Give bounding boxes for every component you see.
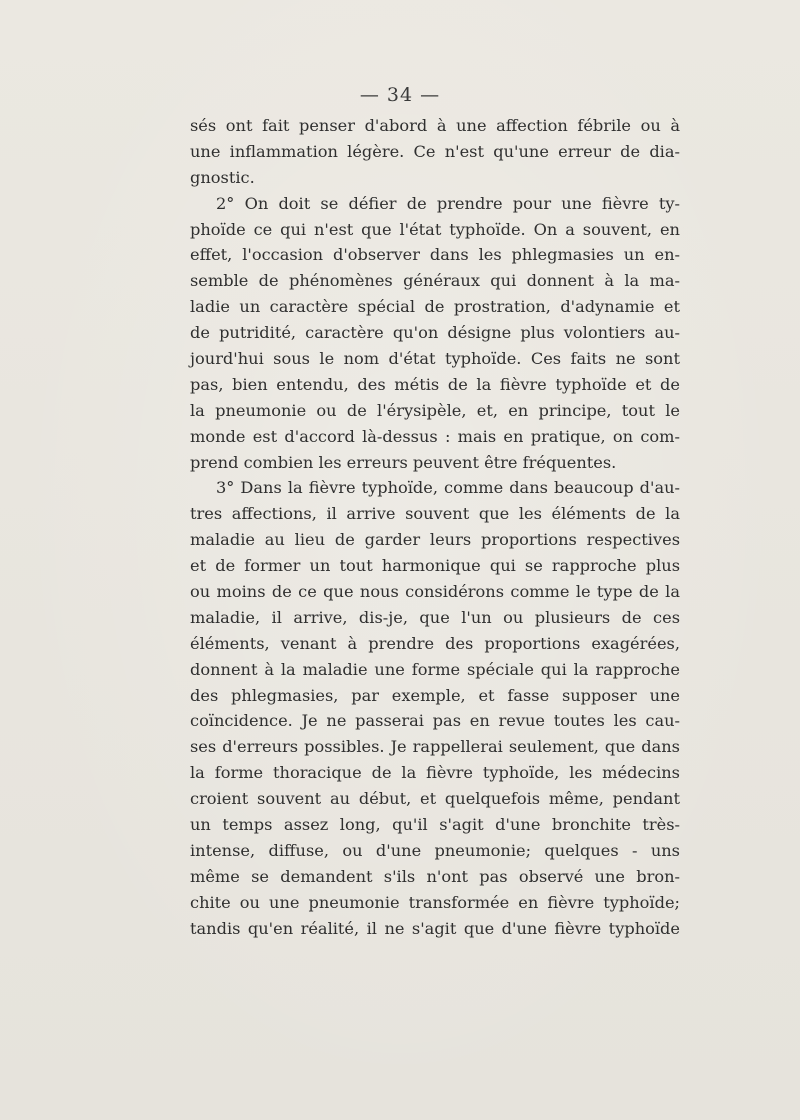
text-line: des phlegmasies, par exemple, et fasse supposer une (190, 685, 680, 705)
text-line: pas, bien entendu, des métis de la fièvre typhoïde et de (190, 374, 680, 394)
text-line: tandis qu'en réalité, il ne s'agit que d'une fièvre typhoïde (190, 918, 680, 938)
text-line: sés ont fait penser d'abord à une affection fébrile ou à (190, 116, 680, 135)
text-line: tres affections, il arrive souvent que les éléments de la (190, 504, 680, 524)
text-line: chite ou une pneumonie transformée en fièvre typhoïde; (190, 892, 680, 912)
text-line: jourd'hui sous le nom d'état typhoïde. Ces faits ne sont (190, 349, 680, 369)
text-line: la pneumonie ou de l'érysipèle, et, en principe, tout le (190, 400, 680, 420)
text-line: gnostic. (190, 167, 255, 187)
text-line: la forme thoracique de la fièvre typhoïde, les médecins (190, 763, 680, 783)
text-line: coïncidence. Je ne passerai pas en revue toutes les cau- (190, 711, 680, 731)
text-line: croient souvent au début, et quelquefois même, pendant (190, 789, 680, 809)
text-line: monde est d'accord là-dessus : mais en pratique, on com- (190, 426, 680, 446)
text-line: ladie un caractère spécial de prostration, d'adynamie et (190, 297, 680, 317)
text-line: éléments, venant à prendre des proportions exagérées, (190, 633, 680, 653)
page-number: — 34 — (359, 84, 441, 106)
body-text (190, 113, 680, 942)
text-line: même se demandent s'ils n'ont pas observé une bron- (190, 866, 680, 886)
text-line: intense, diffuse, ou d'une pneumonie; quelques - uns (190, 840, 680, 860)
text-line: ou moins de ce que nous considérons comme le type de la (190, 582, 680, 602)
text-line: effet, l'occasion d'observer dans les phlegmasies un en- (190, 245, 680, 265)
text-line: ses d'erreurs possibles. Je rappellerai seulement, que dans (190, 737, 680, 757)
text-line: prend combien les erreurs peuvent être fréquentes. (190, 452, 617, 472)
text-line: phoïde ce qui n'est que l'état typhoïde. On a souvent, en (190, 219, 680, 239)
text-line: maladie, il arrive, dis-je, que l'un ou plusieurs de ces (190, 607, 680, 627)
text-line: de putridité, caractère qu'on désigne plus volontiers au- (190, 323, 680, 343)
text-line: un temps assez long, qu'il s'agit d'une bronchite très- (190, 815, 680, 835)
text-line: 3° Dans la fièvre typhoïde, comme dans beaucoup d'au- (216, 478, 680, 498)
text-line: et de former un tout harmonique qui se rapproche plus (190, 556, 680, 576)
text-line: donnent à la maladie une forme spéciale qui la rapproche (190, 659, 680, 679)
text-line: maladie au lieu de garder leurs proportions respectives (190, 530, 680, 550)
text-line: 2° On doit se défier de prendre pour une fièvre ty- (216, 193, 680, 213)
text-line: une inflammation légère. Ce n'est qu'une erreur de dia- (190, 141, 680, 161)
text-line: semble de phénomènes généraux qui donnent à la ma- (190, 271, 680, 291)
